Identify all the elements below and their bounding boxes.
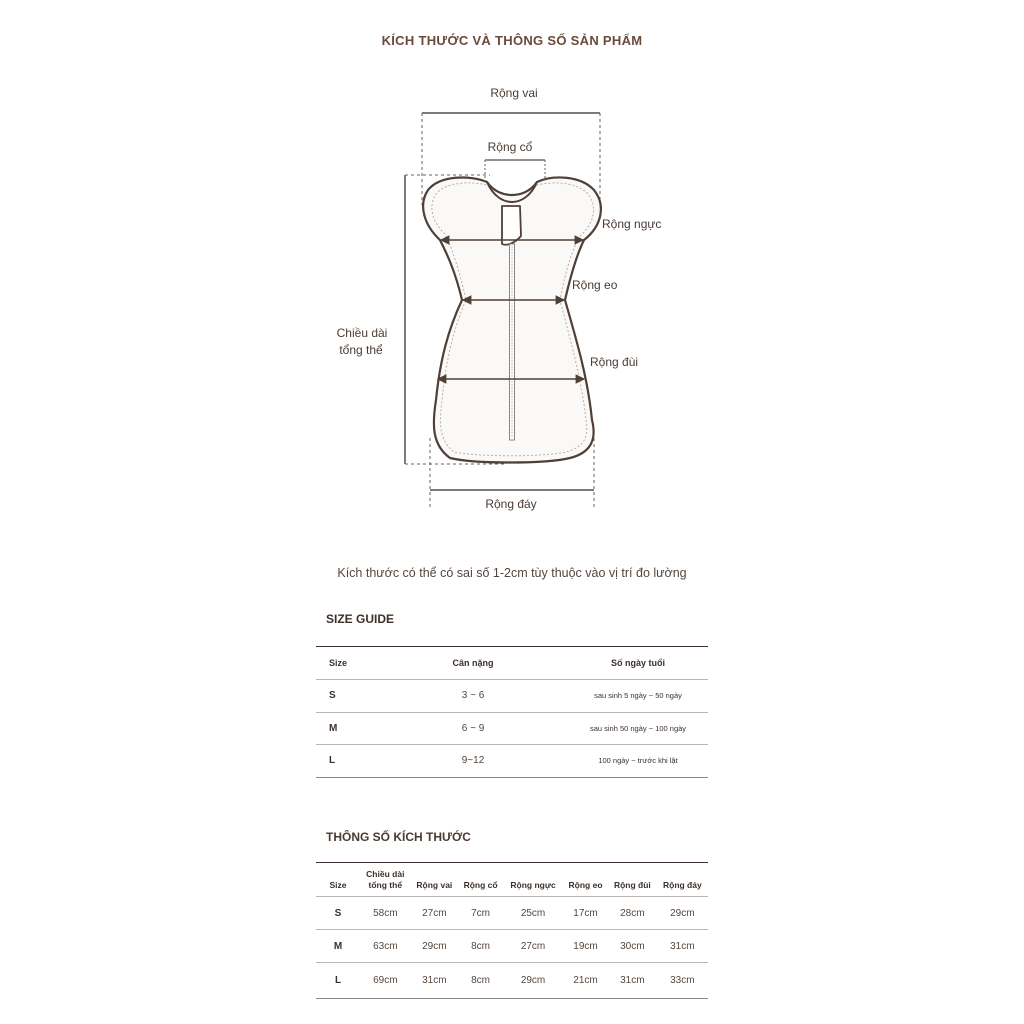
header-age: Số ngày tuổi: [568, 647, 708, 680]
cell-length: 69cm: [360, 963, 411, 999]
cell-length: 63cm: [360, 930, 411, 963]
specs-table: [316, 862, 708, 999]
cell-size: S: [316, 680, 378, 713]
neck-width-guides: [485, 160, 545, 180]
header-bottom: Rộng đáy: [657, 863, 708, 897]
header-length: [360, 863, 411, 897]
label-total-length-line1: Chiều dài: [336, 326, 388, 340]
header-thigh: Rộng đùi: [608, 863, 657, 897]
cell-size: S: [316, 897, 360, 930]
cell-waist: 17cm: [563, 897, 608, 930]
cell-weight: 6 ~ 9: [378, 712, 568, 745]
zipper: [510, 244, 515, 440]
table-row: [316, 680, 708, 713]
label-chest-width: Rộng ngực: [602, 217, 662, 231]
table-row: [316, 745, 708, 778]
cell-size: M: [316, 930, 360, 963]
cell-size: L: [316, 963, 360, 999]
cell-size: M: [316, 712, 378, 745]
cell-thigh: 28cm: [608, 897, 657, 930]
cell-shoulder: 27cm: [411, 897, 458, 930]
header-shoulder: Rộng vai: [411, 863, 458, 897]
measurement-tolerance-note: Kích thước có thể có sai số 1-2cm tùy thuộc vào vị trí đo lường: [337, 566, 687, 580]
header-neck: Rộng cổ: [458, 863, 503, 897]
cell-age: 100 ngày ~ trước khi lật: [568, 745, 708, 778]
cell-size: L: [316, 745, 378, 778]
size-guide-header-row: [316, 647, 708, 680]
label-total-length-line2: tổng thể: [339, 343, 383, 357]
label-neck-width: Rộng cổ: [487, 140, 533, 154]
cell-waist: 19cm: [563, 930, 608, 963]
header-size: Size: [316, 863, 360, 897]
table-row: [316, 963, 708, 999]
header-waist: Rộng eo: [563, 863, 608, 897]
cell-thigh: 31cm: [608, 963, 657, 999]
cell-age: sau sinh 50 ngày ~ 100 ngày: [568, 712, 708, 745]
cell-shoulder: 31cm: [411, 963, 458, 999]
cell-waist: 21cm: [563, 963, 608, 999]
size-guide-table: [316, 646, 708, 778]
cell-neck: 7cm: [458, 897, 503, 930]
specs-header-row: [316, 863, 708, 897]
cell-weight: 3 ~ 6: [378, 680, 568, 713]
label-shoulder-width: Rộng vai: [490, 86, 538, 100]
cell-chest: 29cm: [503, 963, 563, 999]
header-chest: Rộng ngực: [503, 863, 563, 897]
table-row: [316, 897, 708, 930]
size-guide-title: SIZE GUIDE: [326, 612, 395, 626]
page-title: KÍCH THƯỚC VÀ THÔNG SỐ SẢN PHẨM: [381, 33, 643, 48]
cell-neck: 8cm: [458, 963, 503, 999]
label-waist-width: Rộng eo: [572, 278, 618, 292]
cell-bottom: 29cm: [657, 897, 708, 930]
header-length-line2: tổng thể: [368, 880, 403, 890]
table-row: [316, 930, 708, 963]
specs-title: THÔNG SỐ KÍCH THƯỚC: [326, 830, 471, 844]
header-length-line1: Chiều dài: [366, 869, 405, 879]
cell-shoulder: 29cm: [411, 930, 458, 963]
label-bottom-width: Rộng đáy: [485, 497, 537, 511]
cell-thigh: 30cm: [608, 930, 657, 963]
header-weight: Cân nặng: [378, 647, 568, 680]
cell-age: sau sinh 5 ngày ~ 50 ngày: [568, 680, 708, 713]
cell-chest: 27cm: [503, 930, 563, 963]
cell-length: 58cm: [360, 897, 411, 930]
cell-weight: 9~12: [378, 745, 568, 778]
cell-bottom: 31cm: [657, 930, 708, 963]
header-size: Size: [316, 647, 378, 680]
cell-chest: 25cm: [503, 897, 563, 930]
cell-bottom: 33cm: [657, 963, 708, 999]
table-row: [316, 712, 708, 745]
cell-neck: 8cm: [458, 930, 503, 963]
label-thigh-width: Rộng đùi: [590, 355, 639, 369]
